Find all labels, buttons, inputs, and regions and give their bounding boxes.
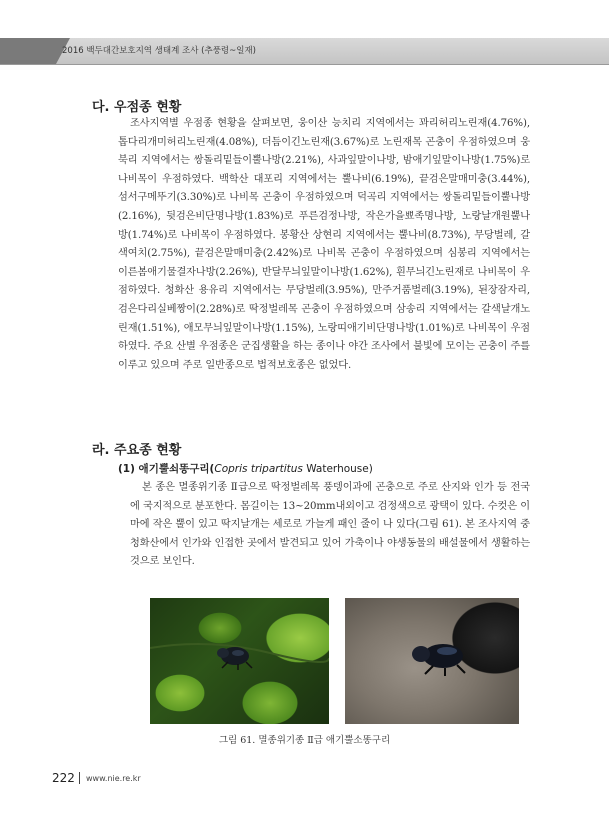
header-tab <box>0 38 56 64</box>
running-header <box>0 38 609 64</box>
beetle-on-leaves-illustration <box>150 598 329 724</box>
page-number: 222 <box>52 771 75 785</box>
beetle-on-leaves-photo <box>150 598 329 724</box>
section-heading-dominant-species: 다. 우점종 현황 <box>92 100 182 115</box>
species-body <box>130 479 530 572</box>
dominant-species-body <box>118 115 530 375</box>
species-author: Waterhouse) <box>302 463 373 475</box>
footer-url: www.nie.re.kr <box>86 774 141 783</box>
section-heading-major-species: 라. 주요종 현황 <box>92 443 182 458</box>
running-header-title: 2016 백두대간보호지역 생태계 조사 (추풍령~일재) <box>62 46 256 56</box>
figure-caption: 그림 61. 멸종위기종 Ⅱ급 애기뿔소똥구리 <box>218 735 391 746</box>
species-scientific-name: Copris tripartitus <box>214 463 303 475</box>
species-heading-prefix: (1) 애기뿔쇠똥구리( <box>118 463 215 475</box>
species-paragraph: 본 종은 멸종위기종 Ⅱ급으로 딱정벌레목 풍뎅이과에 곤충으로 주로 산지와 인가 등 전국에 국지적으로 분포한다. 몸길이는 13~20mm내외이고 검정색으로 광택이 있다. 수컷은 이마에 작은 뿔이 있고 딱지날개는 세로로 가늘게 패인 줄이 나 있다(그림 61). 본 조사지역 중 청화산에서 인가와 인접한 곳에서 발견되고 있어 가축이나 야생동물의 배설물에서 생활하는 것으로 보인다. <box>130 482 530 568</box>
beetle-on-ground-photo <box>345 598 519 724</box>
footer-separator <box>79 772 80 784</box>
species-heading <box>118 461 373 476</box>
header-divider <box>0 64 609 65</box>
beetle-on-ground-illustration <box>345 598 519 724</box>
dominant-species-paragraph: 조사지역별 우점종 현황을 살펴보면, 웅이산 능치리 지역에서는 꽈리허리노린재(4.76%), 톱다리개미허리노린재(4.08%), 더듬이긴노린재(3.67%)로 노린재목 곤충이 우점하였으며 웅북리 지역에서는 쌍돌리밑들이뿔나방(2.21%), 사과잎말이나방, 밤애기잎말이나방(1.75%)로 나비목이 우점하였다. 백학산 대포리 지역에서는 뿔나비(6.19%), 끝검은말매미충(3.44%), 섬서구메뚜기(3.30%)로 나비목 곤충이 우점하였으며 덕곡리 지역에서는 쌍돌리밑들이뿔나방(2.16%), 뒷검은비단명나방(1.83%)로 푸른검정나방, 작은가을뾰족명나방, 노랑날개원뿔나방(1.74%)로 나비목이 우점하였다. 봉황산 상현리 지역에서는 뿔나비(8.73%), 무당벌레, 갈색여치(2.75%), 끝검은말매미충(2.42%)로 나비목 곤충이 우점하였으며 심봉리 지역에서는 이른봄애기물결자나방(2.26%), 반달무늬잎말이나방(1.62%), 흰무늬긴노린재로 나비목이 우점하였다. 청화산 용유리 지역에서는 무당벌레(3.95%), 만주거품벌레(3.19%), 된장잠자리, 검은다리실베짱이(2.28%)로 딱정벌레목 곤충이 우점하였으며 삼송리 지역에서는 갈색날개노린재(1.51%), 애모무늬잎말이나방(1.15%), 노랑띠애기비단명나방(1.01%)로 나비목이 우점하였다. 주요 산별 우점종은 군집생활을 하는 종이나 야간 조사에서 불빛에 모이는 곤충이 주를 이루고 있으며 주로 일반종으로 법적보호종은 없었다. <box>118 118 530 371</box>
